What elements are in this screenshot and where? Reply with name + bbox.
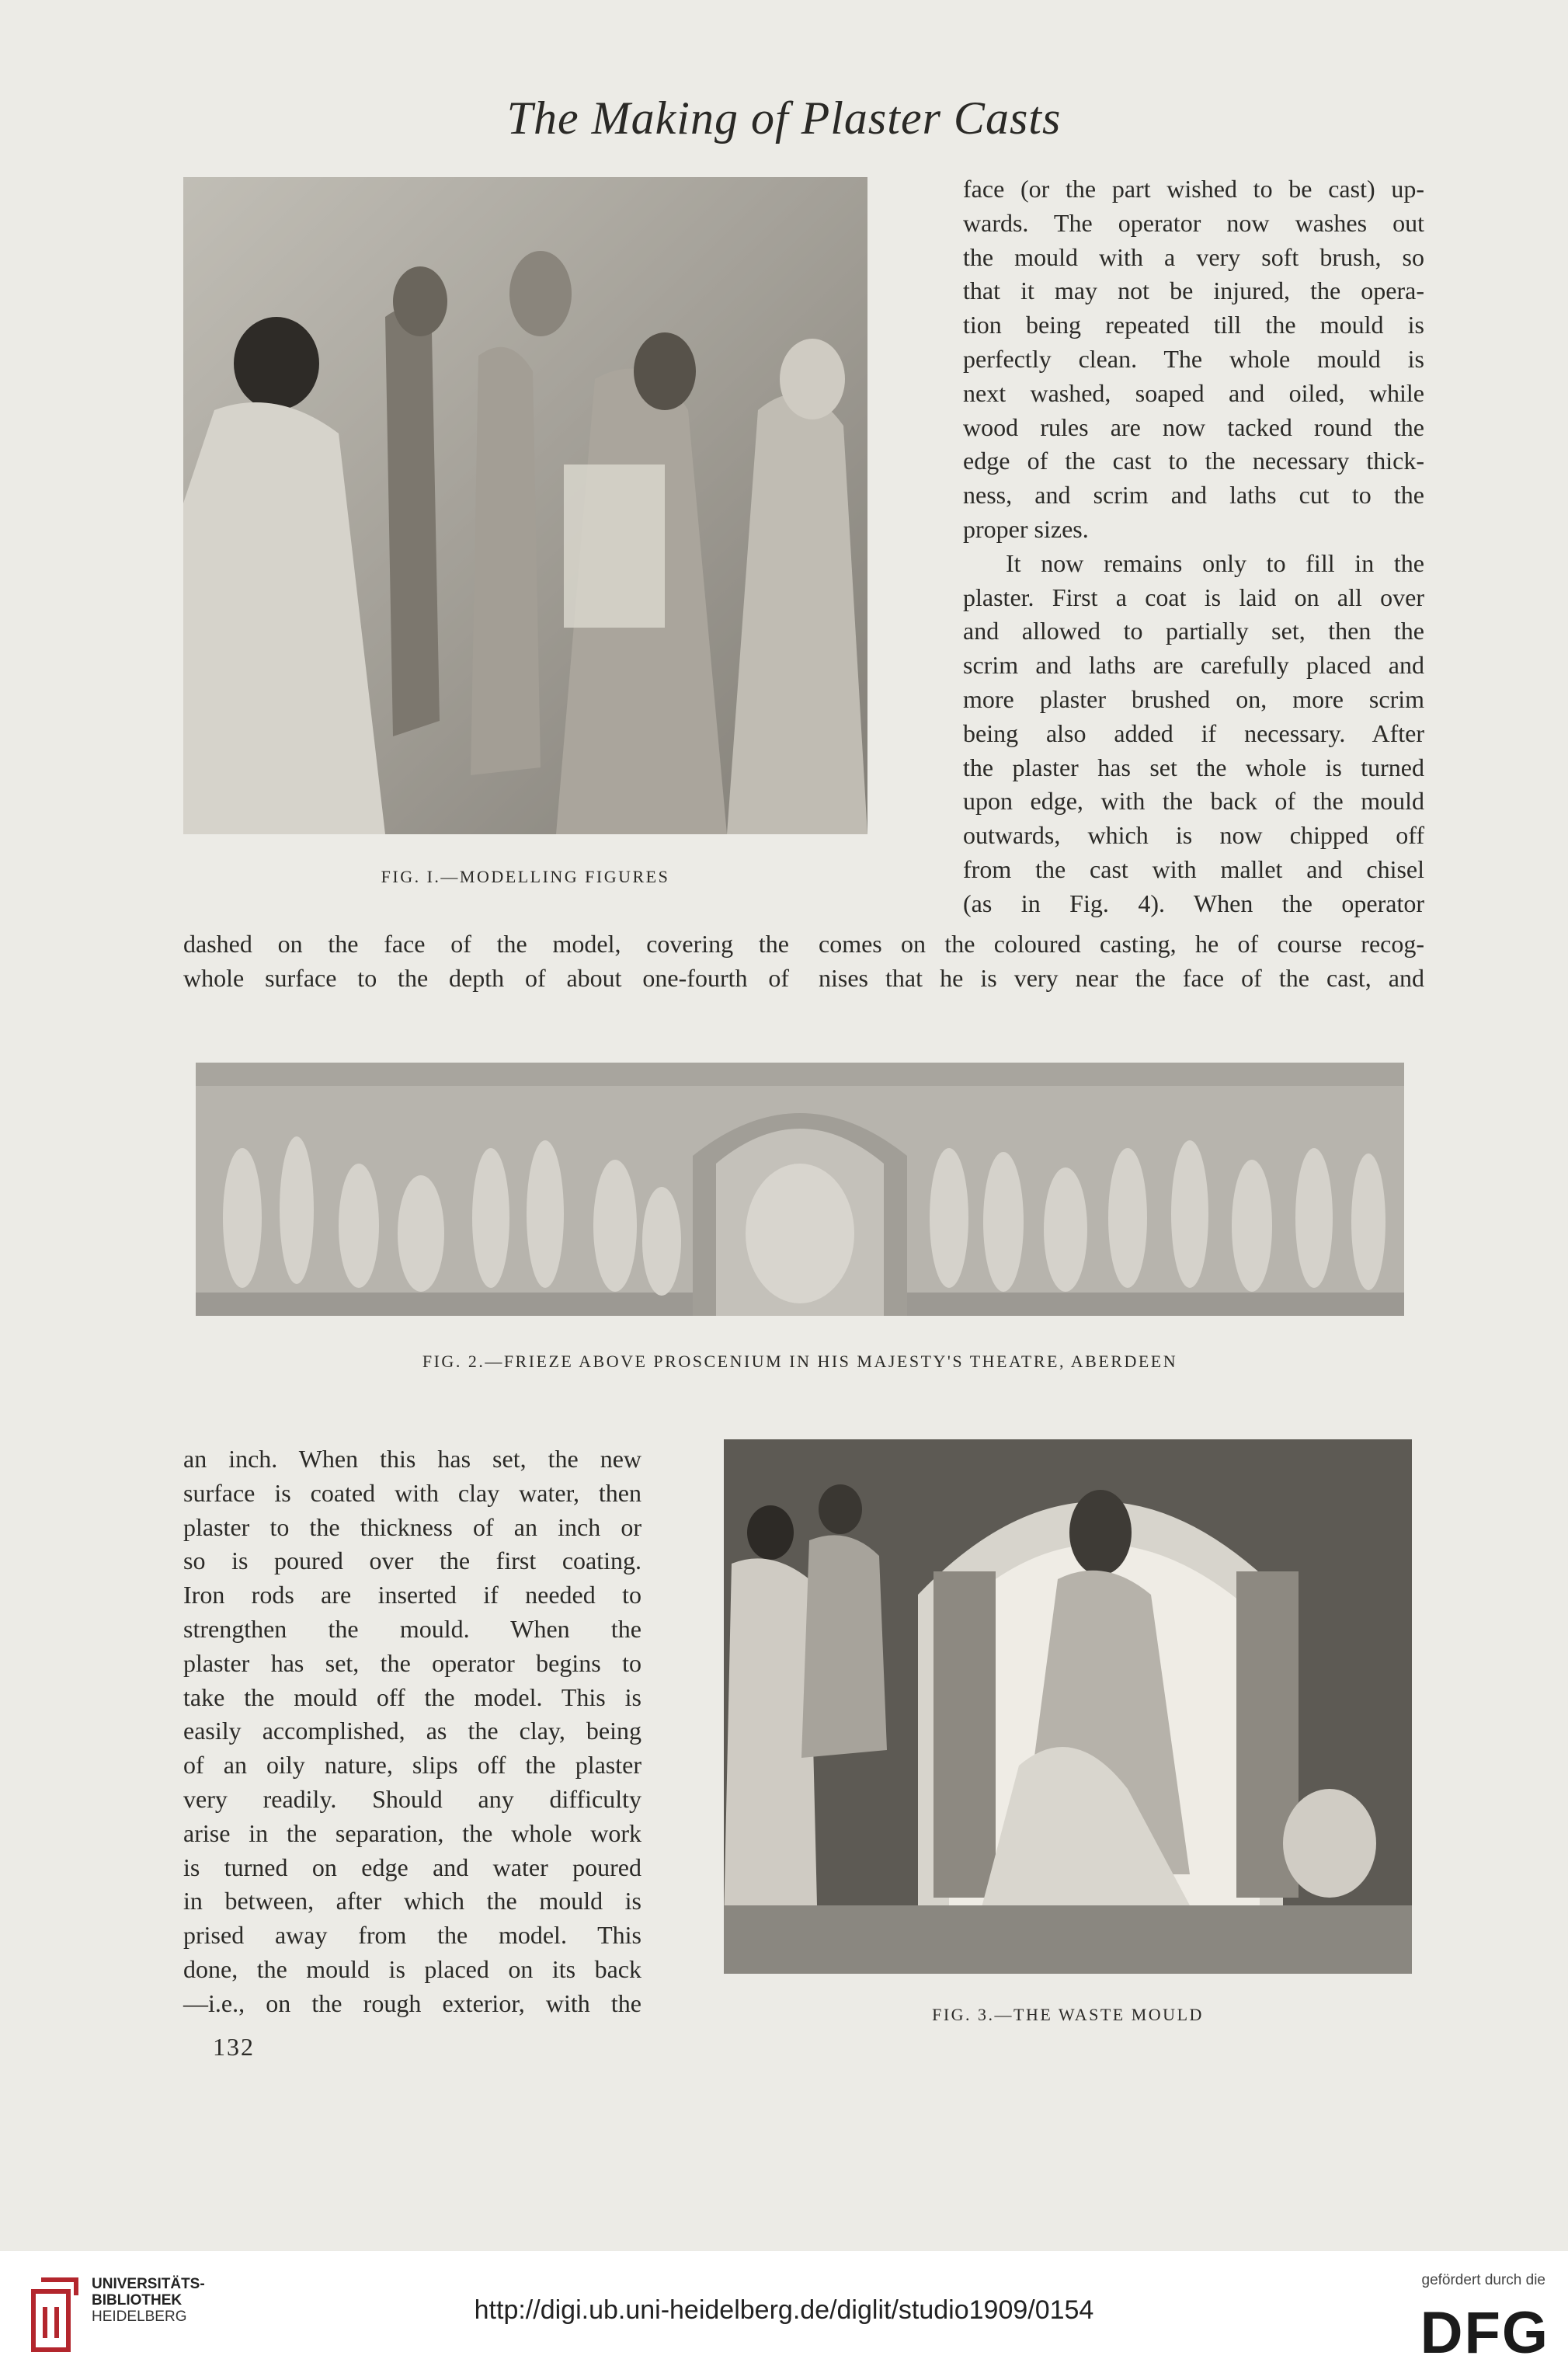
fig1-caption: FIG. I.—MODELLING FIGURES bbox=[381, 867, 670, 886]
text-line: comes on the coloured casting, he of course recog- bbox=[819, 930, 1424, 958]
text-line: the plaster has set the whole is turned bbox=[963, 753, 1424, 781]
right-column-text bbox=[963, 172, 1424, 921]
text-line: proper sizes. bbox=[963, 514, 1089, 543]
library-line-1: UNIVERSITÄTS- bbox=[92, 2276, 205, 2292]
text-line: easily accomplished, as the clay, being bbox=[183, 1717, 641, 1745]
text-line: next washed, soaped and oiled, while bbox=[963, 378, 1424, 407]
text-line: Iron rods are inserted if needed to bbox=[183, 1581, 641, 1609]
text-line: —i.e., on the rough exterior, with the bbox=[183, 1989, 641, 2017]
text-line: (as in Fig. 4). When the operator bbox=[963, 889, 1424, 917]
text-line: perfectly clean. The whole mould is bbox=[963, 344, 1424, 373]
dfg-logo: DFG bbox=[1420, 2300, 1549, 2366]
text-line: nises that he is very near the face of the cast, and bbox=[819, 963, 1424, 992]
text-line: so is poured over the first coating. bbox=[183, 1547, 641, 1575]
left-column-continuation bbox=[183, 927, 789, 996]
text-line: very readily. Should any difficulty bbox=[183, 1784, 641, 1813]
text-line: whole surface to the depth of about one-fourth of bbox=[183, 963, 789, 992]
fig3-caption: FIG. 3.—THE WASTE MOULD bbox=[932, 2005, 1204, 2024]
text-line: tion being repeated till the mould is bbox=[963, 311, 1424, 339]
fig1-photo bbox=[183, 177, 867, 834]
text-line: in between, after which the mould is bbox=[183, 1887, 641, 1915]
text-line: It now remains only to fill in the bbox=[1006, 548, 1424, 577]
fig3-photo bbox=[724, 1439, 1412, 1974]
text-line: dashed on the face of the model, covering the bbox=[183, 930, 789, 958]
running-title: The Making of Plaster Casts bbox=[506, 92, 1062, 144]
text-line: ness, and scrim and laths cut to the bbox=[963, 481, 1424, 510]
funding-note: gefördert durch die bbox=[1421, 2272, 1545, 2288]
source-url-link[interactable]: http://digi.ub.uni-heidelberg.de/diglit/studio1909/0154 bbox=[474, 2295, 1094, 2325]
text-line: take the mould off the model. This is bbox=[183, 1682, 641, 1711]
library-line-2: BIBLIOTHEK bbox=[92, 2292, 183, 2309]
text-line: arise in the separation, the whole work bbox=[183, 1818, 641, 1847]
left-column-text bbox=[183, 1442, 641, 2021]
text-line: being also added if necessary. After bbox=[963, 719, 1424, 747]
paragraph-1 bbox=[963, 172, 1424, 547]
text-line: is turned on edge and water poured bbox=[183, 1853, 641, 1881]
text-line: face (or the part wished to be cast) up- bbox=[963, 175, 1424, 203]
text-line: outwards, which is now chipped off bbox=[963, 821, 1424, 850]
text-line: the mould with a very soft brush, so bbox=[963, 242, 1424, 271]
text-line: and allowed to partially set, then the bbox=[963, 617, 1424, 645]
text-line: prised away from the model. This bbox=[183, 1921, 641, 1950]
page-number: 132 bbox=[213, 2033, 255, 2061]
right-column-continuation bbox=[819, 927, 1424, 996]
text-line: wood rules are now tacked round the bbox=[963, 412, 1424, 441]
text-line: done, the mould is placed on its back bbox=[183, 1954, 641, 1983]
text-line: strengthen the mould. When the bbox=[183, 1614, 641, 1643]
text-line: surface is coated with clay water, then bbox=[183, 1478, 641, 1507]
fig2-frieze-photo bbox=[196, 1063, 1404, 1316]
text-line: more plaster brushed on, more scrim bbox=[963, 684, 1424, 713]
text-line: plaster. First a coat is laid on all over bbox=[963, 583, 1424, 611]
library-line-3: HEIDELBERG bbox=[92, 2309, 187, 2325]
paragraph-2 bbox=[963, 547, 1424, 921]
text-line: that it may not be injured, the opera- bbox=[963, 277, 1424, 305]
text-line: edge of the cast to the necessary thick- bbox=[963, 447, 1424, 475]
text-line: from the cast with mallet and chisel bbox=[963, 854, 1424, 883]
fig2-caption: FIG. 2.—FRIEZE ABOVE PROSCENIUM IN HIS MAJESTY'S THEATRE, ABERDEEN bbox=[422, 1352, 1178, 1371]
text-line: plaster has set, the operator begins to bbox=[183, 1648, 641, 1677]
text-line: an inch. When this has set, the new bbox=[183, 1445, 641, 1473]
text-line: wards. The operator now washes out bbox=[963, 208, 1424, 237]
text-line: upon edge, with the back of the mould bbox=[963, 787, 1424, 816]
text-line: scrim and laths are carefully placed and bbox=[963, 651, 1424, 680]
text-line: of an oily nature, slips off the plaster bbox=[183, 1751, 641, 1780]
text-line: plaster to the thickness of an inch or bbox=[183, 1512, 641, 1541]
